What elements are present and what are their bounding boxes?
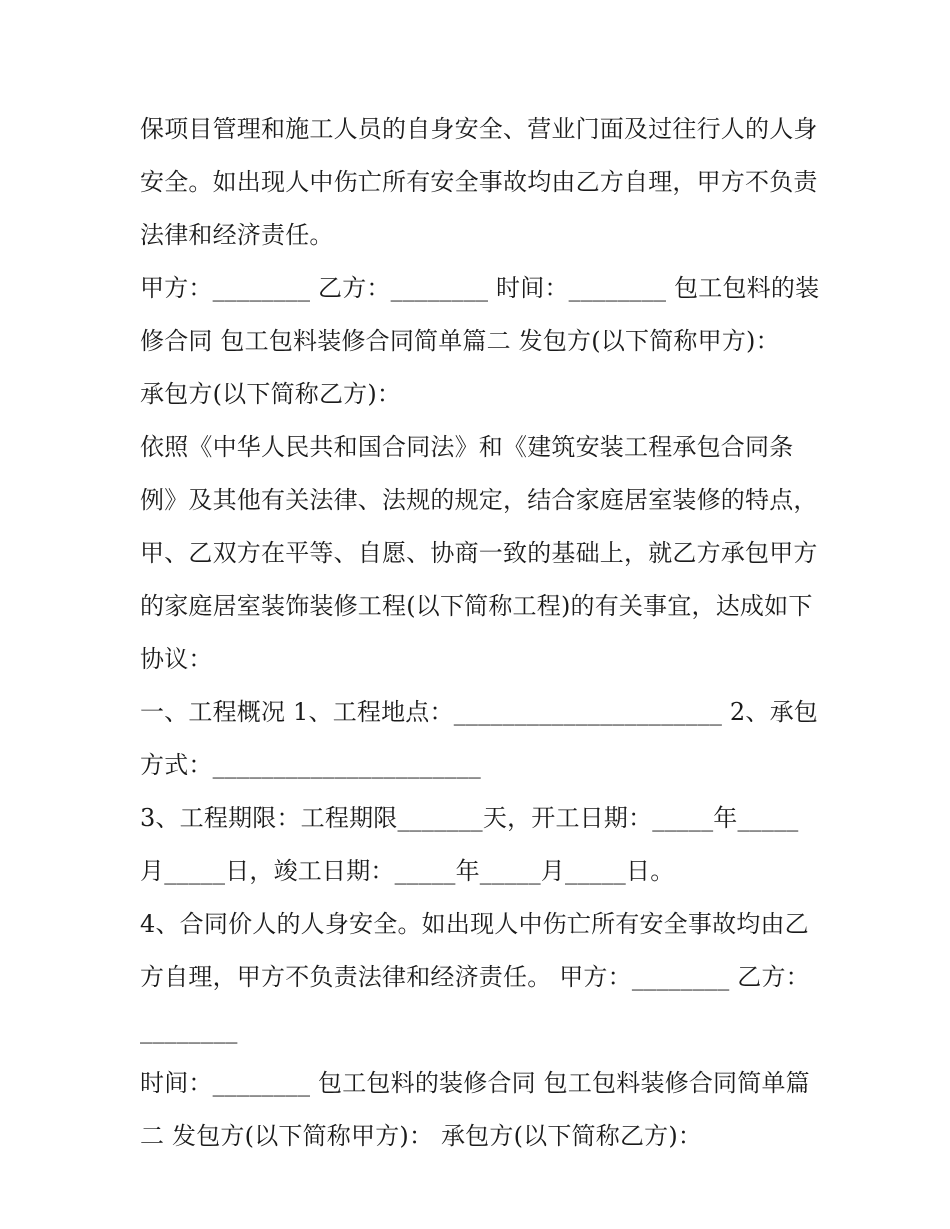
paragraph-signature-line: 甲方：________ 乙方：________ 时间：________ 包工包料的装修合同 包工包料装修合同简单篇二 发包方(以下简称甲方)： xyxy=(140,274,820,355)
paragraph-project-duration: 3、工程期限：工程期限_______天，开工日期：_____年_____月_____日，竣工日期：_____年_____月_____日。 xyxy=(140,804,799,885)
paragraph-contract-price: 4、合同价人的人身安全。如出现人中伤亡所有安全事故均由乙方自理，甲方不负责法律和经济责任。 甲方：________ 乙方：________ xyxy=(140,910,810,1044)
paragraph-contractor: 承包方(以下简称乙方)： xyxy=(140,380,402,408)
paragraph-legal-basis: 依照《中华人民共和国合同法》和《建筑安装工程承包合同条例》及其他有关法律、法规的规定，结合家庭居室装修的特点，甲、乙双方在平等、自愿、协商一致的基础上，就乙方承包甲方的家庭居室装饰装修工程(以下简称工程)的有关事宜，达成如下协议： xyxy=(140,433,818,673)
paragraph-project-overview: 一、工程概况 1、工程地点：______________________ 2、承包方式：______________________ xyxy=(140,698,818,779)
paragraph-time-and-parties: 时间：________ 包工包料的装修合同 包工包料装修合同简单篇二 发包方(以下简称甲方)： 承包方(以下简称乙方)： xyxy=(140,1069,810,1150)
document-body xyxy=(140,103,820,1163)
paragraph-safety-clause: 保项目管理和施工人员的自身安全、营业门面及过往行人的人身安全。如出现人中伤亡所有安全事故均由乙方自理，甲方不负责法律和经济责任。 xyxy=(140,115,818,249)
